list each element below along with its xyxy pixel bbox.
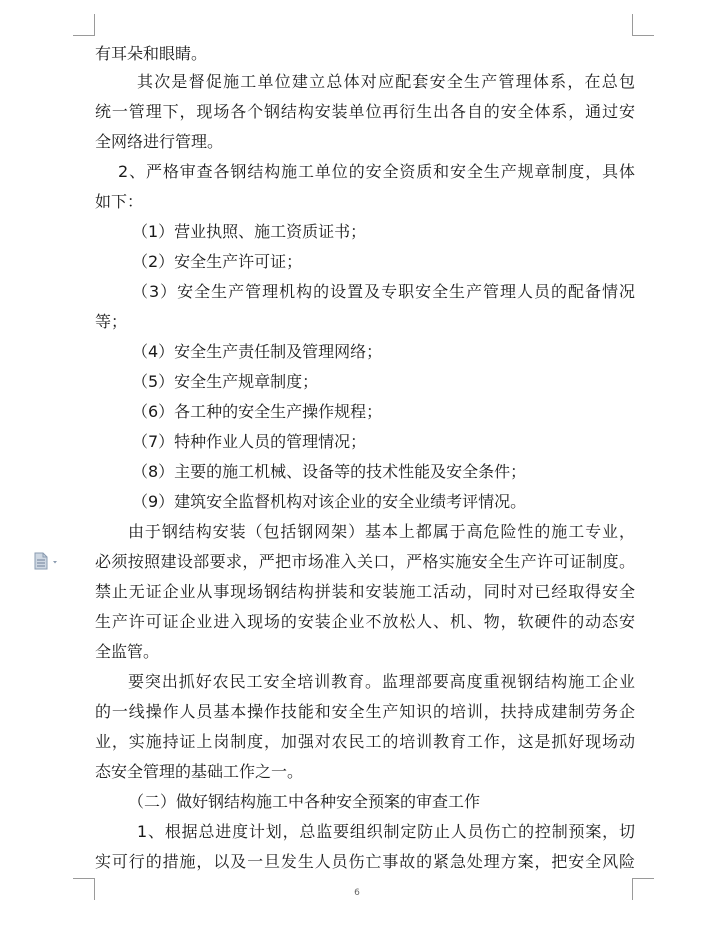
document-icon[interactable] <box>33 552 65 570</box>
text-line: 态安全管理的基础工作之一。 <box>95 762 304 781</box>
list-item: （6）各工种的安全生产操作规程； <box>132 402 383 421</box>
text-line: 其次是督促施工单位建立总体对应配套安全生产管理体系，在总包 <box>137 72 635 91</box>
list-item: （2）安全生产许可证； <box>132 252 303 271</box>
text-line: 有耳朵和眼睛。 <box>95 44 208 63</box>
list-item: （3）安全生产管理机构的设置及专职安全生产管理人员的配备情况 <box>132 282 635 301</box>
text-line: 2、严格审查各钢结构施工单位的安全资质和安全生产规章制度，具体 <box>118 162 635 181</box>
list-item: （8）主要的施工机械、设备等的技术性能及安全条件； <box>132 462 527 481</box>
list-item: （5）安全生产规章制度； <box>132 372 319 391</box>
crop-mark-top-left <box>73 14 95 36</box>
page-number: 6 <box>354 888 360 898</box>
list-item: （1）营业执照、施工资质证书； <box>132 222 367 241</box>
text-line: 等； <box>95 312 128 331</box>
text-line: 如下： <box>95 192 144 211</box>
text-line: 统一管理下，现场各个钢结构安装单位再衍生出各自的安全体系，通过安 <box>95 102 635 121</box>
text-line: 业，实施持证上岗制度，加强对农民工的培训教育工作，这是抓好现场动 <box>95 732 635 751</box>
list-item: （7）特种作业人员的管理情况； <box>132 432 367 451</box>
text-line: 必须按照建设部要求，严把市场准入关口，严格实施安全生产许可证制度。 <box>95 552 635 571</box>
text-line: 实可行的措施，以及一旦发生人员伤亡事故的紧急处理方案，把安全风险 <box>95 852 635 871</box>
text-line: 由于钢结构安装（包括钢网架）基本上都属于高危险性的施工专业， <box>128 522 635 541</box>
text-line: 的一线操作人员基本操作技能和安全生产知识的培训，扶持成建制劳务企 <box>95 702 635 721</box>
crop-mark-bottom-left <box>73 878 95 900</box>
crop-mark-top-right <box>632 14 654 36</box>
list-item: （4）安全生产责任制及管理网络； <box>132 342 383 361</box>
text-line: 生产许可证企业进入现场的安装企业不放松人、机、物，软硬件的动态安 <box>95 612 635 631</box>
crop-mark-bottom-right <box>632 878 654 900</box>
text-line: 全监管。 <box>95 642 160 661</box>
list-item: （9）建筑安全监督机构对该企业的安全业绩考评情况。 <box>132 492 527 511</box>
text-line: 全网络进行管理。 <box>95 132 224 151</box>
text-line: 禁止无证企业从事现场钢结构拼装和安装施工活动，同时对已经取得安全 <box>95 582 635 601</box>
text-line: 要突出抓好农民工安全培训教育。监理部要高度重视钢结构施工企业 <box>128 672 635 691</box>
text-line: 1、根据总进度计划，总监要组织制定防止人员伤亡的控制预案，切 <box>137 822 635 841</box>
document-icon-graphic <box>33 552 65 570</box>
section-heading: （二）做好钢结构施工中各种安全预案的审查工作 <box>128 792 481 811</box>
